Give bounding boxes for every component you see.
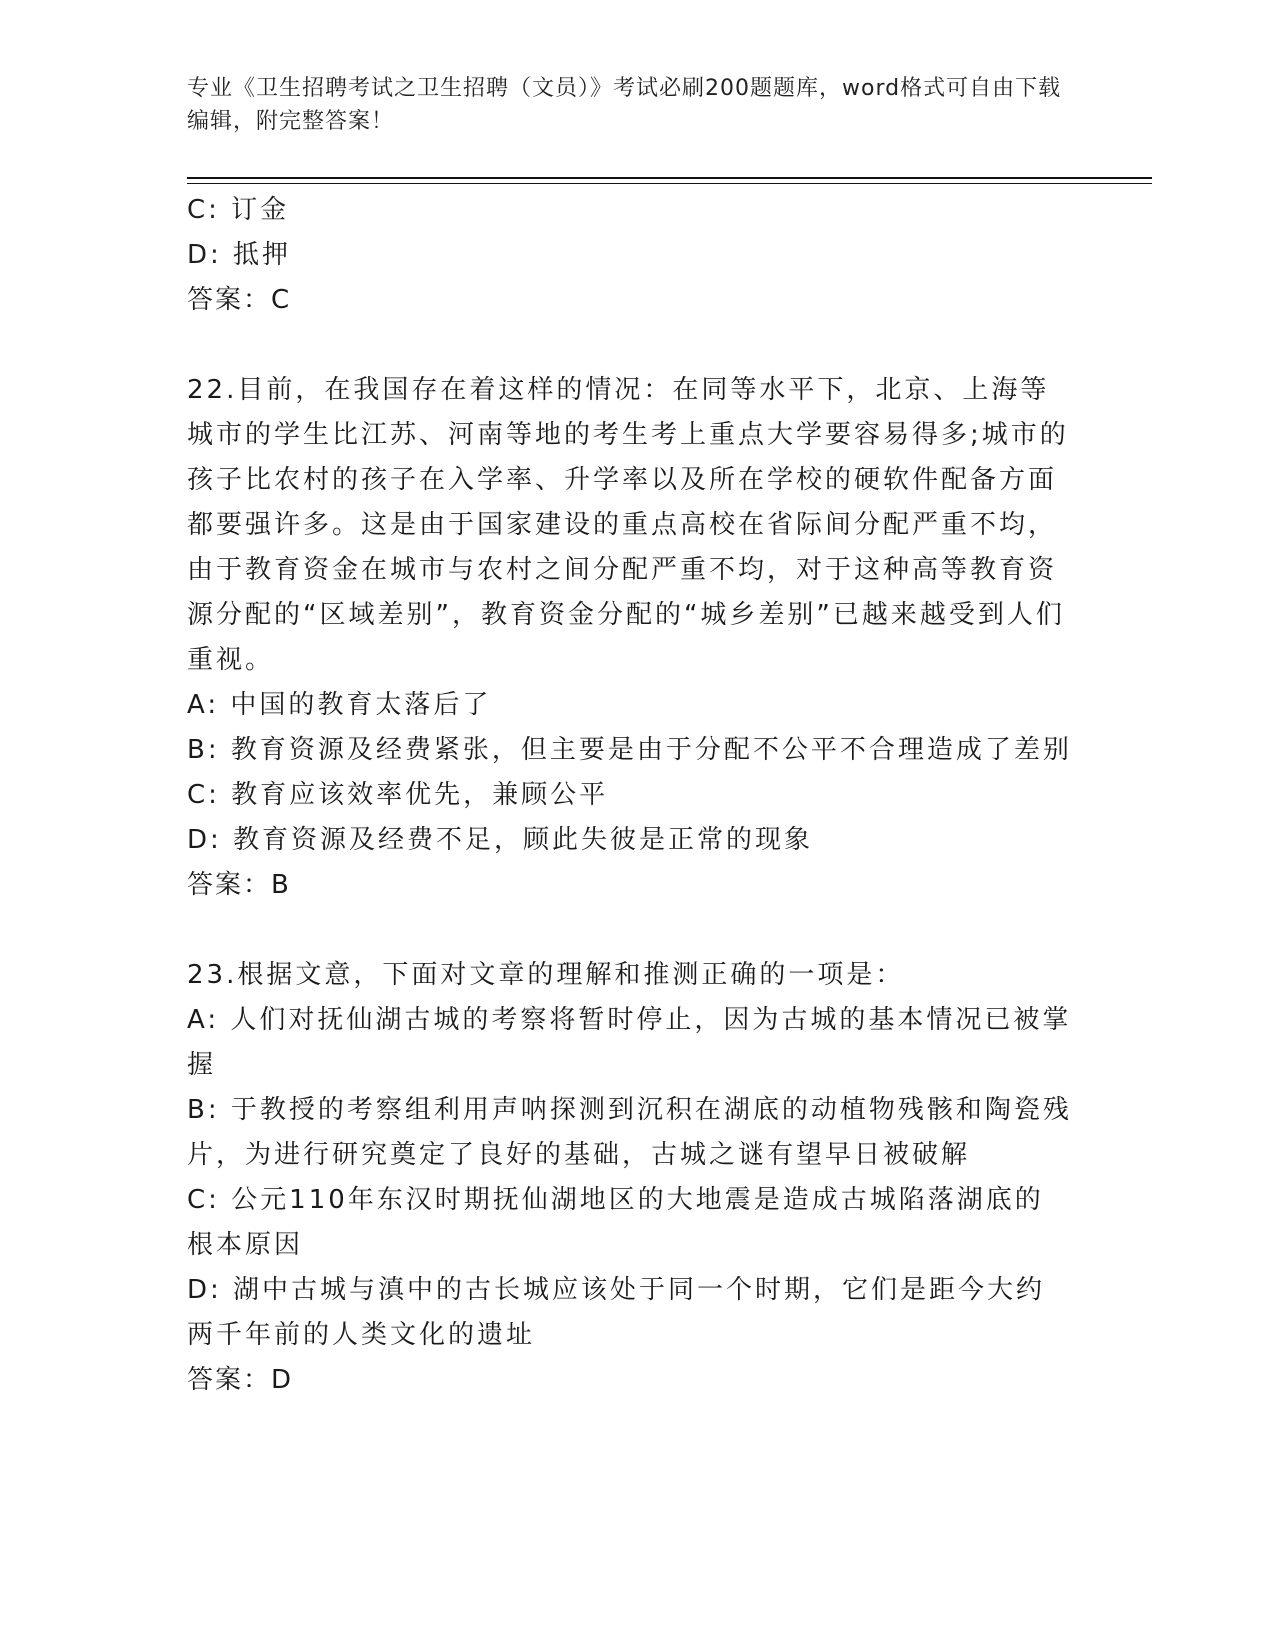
option-a: A: 中国的教育太落后了 bbox=[187, 690, 492, 720]
question-22 bbox=[187, 368, 1087, 908]
option-d: D: 教育资源及经费不足，顾此失彼是正常的现象 bbox=[187, 825, 814, 855]
answer: 答案：D bbox=[187, 1365, 294, 1395]
question-21-tail bbox=[187, 188, 1087, 323]
header-title: 专业《卫生招聘考试之卫生招聘（文员）》考试必刷200题题库，word格式可自由下载编辑，附完整答案！ bbox=[187, 76, 1062, 134]
option-d: D: 抵押 bbox=[187, 240, 292, 270]
option-a: A: 人们对抚仙湖古城的考察将暂时停止，因为古城的基本情况已被掌握 bbox=[187, 1005, 1072, 1080]
option-b: B: 于教授的考察组利用声呐探测到沉积在湖底的动植物残骸和陶瓷残片，为进行研究奠定了良好的基础，古城之谜有望早日被破解 bbox=[187, 1095, 1072, 1170]
option-c: C: 教育应该效率优先，兼顾公平 bbox=[187, 780, 609, 810]
question-text: 23.根据文意，下面对文章的理解和推测正确的一项是： bbox=[187, 960, 905, 990]
option-b: B: 教育资源及经费紧张，但主要是由于分配不公平不合理造成了差别 bbox=[187, 735, 1072, 765]
option-c: C: 公元110年东汉时期抚仙湖地区的大地震是造成古城陷落湖底的根本原因 bbox=[187, 1185, 1044, 1260]
document-body bbox=[187, 188, 1087, 1403]
header-rule-thin bbox=[187, 183, 1152, 184]
option-d: D: 湖中古城与滇中的古长城应该处于同一个时期，它们是距今大约两千年前的人类文化的遗址 bbox=[187, 1275, 1046, 1350]
header-rule-thick bbox=[187, 177, 1152, 179]
option-c: C: 订金 bbox=[187, 195, 290, 225]
question-23 bbox=[187, 953, 1087, 1403]
answer: 答案：B bbox=[187, 870, 291, 900]
answer: 答案：C bbox=[187, 285, 292, 315]
question-text: 22.目前，在我国存在着这样的情况：在同等水平下，北京、上海等城市的学生比江苏、河南等地的考生考上重点大学要容易得多;城市的孩子比农村的孩子在入学率、升学率以及所在学校的硬软件配备方面都要强许多。这是由于国家建设的重点高校在省际间分配严重不均，由于教育资金在城市与农村之间分配严重不均，对于这种高等教育资源分配的“区域差别”，教育资金分配的“城乡差别”已越来越受到人们重视。 bbox=[187, 375, 1069, 675]
document-header bbox=[187, 72, 1067, 138]
